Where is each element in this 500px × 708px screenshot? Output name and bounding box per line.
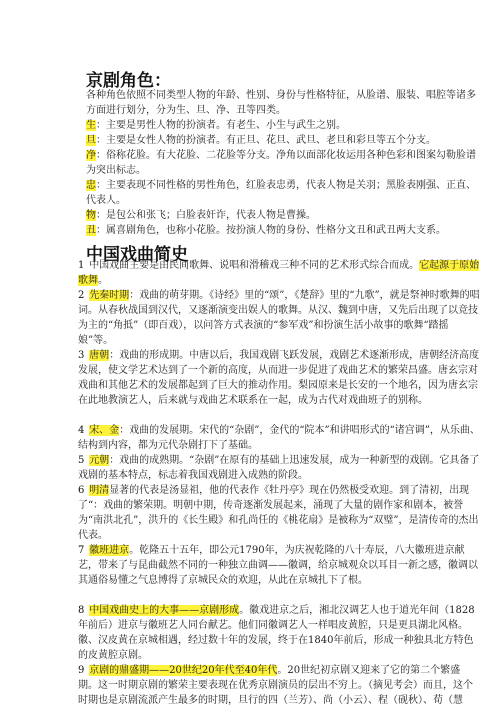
item-tail: 。 (98, 275, 108, 286)
role-sheng (86, 118, 478, 133)
item-number: 1 (78, 260, 85, 271)
section-title-history: 中国戏曲简史 (86, 245, 188, 265)
item-number: 6 (78, 485, 85, 496)
item-text: ：戏曲的发展期。宋代的“杂剧”，金代的“院本”和讲唱形式的“诸宫调”，从乐曲、结构到内容，都为元代杂剧打下了基础。 (78, 425, 480, 451)
history-item-9 (78, 663, 480, 708)
item-highlight: 中国戏曲史上的大事——京剧形成 (89, 605, 240, 616)
role-key: 生 (86, 120, 96, 131)
item-number: 4 (78, 425, 85, 436)
item-highlight: 宋、金 (89, 425, 120, 436)
role-chou (86, 223, 478, 238)
item-highlight: 先秦时期 (89, 290, 130, 301)
role-text: ：主要是男性人物的扮演者。有老生、小生与武生之别。 (96, 120, 346, 131)
item-highlight: 徽班进京 (89, 545, 130, 556)
item-number: 5 (78, 455, 85, 466)
item-highlight: 它起源于原始歌舞 (78, 260, 480, 286)
history-item-8 (78, 603, 480, 663)
role-zhong (86, 178, 478, 208)
item-text: 。20世纪初京剧又迎来了它的第二个繁盛期。这一时期京剧的繁荣主要表现在优秀京剧演员的层出不穷上。（摘见考会）而且，这个时期也是京剧流派产生最多的时期，旦行的四（兰芳）、尚（小云）、程（砚秋）、荀（慧 (78, 665, 473, 706)
item-highlight: 元朝 (89, 455, 110, 466)
history-item-5 (78, 453, 480, 483)
item-number: 7 (78, 545, 85, 556)
history-item-7 (78, 543, 480, 588)
item-highlight: 唐朝 (89, 350, 110, 361)
role-key: 旦 (86, 135, 96, 146)
role-key: 忠 (86, 180, 96, 191)
role-key: 丑 (86, 225, 96, 236)
history-item-1 (78, 258, 480, 288)
role-wu (86, 208, 478, 223)
history-item-2 (78, 288, 480, 348)
item-number: 2 (78, 290, 85, 301)
item-text: 。徽戏进京之后，湘北汉调艺人也于道光年间（1828年前后）进京与徽班艺人同台献艺。他们同徽调艺人一样唱皮黄腔，只是更具湖北风格。徽、汉皮黄在京城相遇，经过数十年的发展，终于在1840年前后，形成一种独具北方特色的皮黄腔京剧。 (78, 605, 475, 661)
item-text: ：戏曲的繁荣期。明朝中期，传奇逐渐发展起来，涌现了大量的剧作家和剧本，被誉为“南洪北孔”，洪升的《长生殿》和孔尚任的《桃花扇》是被称为“双璧”，是清传奇的杰出代表。 (78, 500, 479, 541)
item-text: ：戏曲的萌芽期。《诗经》里的“颂”，《楚辞》里的“九歌”，就是祭神时歌舞的唱词。从春秋战国到汉代，又逐渐演变出娱人的歌舞。从汉、魏到中唐，又先后出现了以竞技为主的“角抵”（即百戏），以问答方式表演的“参军戏”和扮演生活小故事的歌舞“踏摇娘”等。 (78, 290, 480, 346)
item-text-pre: 显著的代表是汤显祖，他的代表作《牡丹亭》现在仍然极受欢迎。到了清初，出现了“ (78, 485, 470, 511)
role-text: ：俗称花脸。有大花脸、二花脸等分支。净角以面部化妆运用各种色彩和图案勾勒脸谱为突出标志。 (86, 150, 476, 176)
role-text: ：主要是女性人物的扮演者。有正旦、花旦、武旦、老旦和彩旦等五个分支。 (96, 135, 436, 146)
role-text: ：主要表现不同性格的男性角色，红脸表忠勇，代表人物是关羽；黑脸表刚强、正直、代表人。 (86, 180, 476, 206)
role-text: ：是包公和张飞；白脸表奸诈，代表人物是曹操。 (96, 210, 316, 221)
history-item-6 (78, 483, 480, 543)
role-key: 净 (86, 150, 96, 161)
item-number: 9 (78, 665, 85, 676)
item-text: ：戏曲的形成期。中唐以后，我国戏剧飞跃发展，戏剧艺术逐渐形成，唐朝经济高度发展，使文学艺术达到了一个新的高度，从而进一步促进了戏曲艺术的繁荣昌盛。唐玄宗对戏曲和其他艺术的发展都起到了巨大的推动作用。梨园原来是长安的一个地名，因为唐玄宗在此地教演艺人，后来就与戏曲艺术联系在一起，成为古代对戏曲班子的别称。 (78, 350, 480, 406)
item-number: 8 (78, 605, 85, 616)
role-text: ：属喜剧角色，也称小花脸。按扮演人物的身份、性格分文丑和武丑两大支系。 (96, 225, 446, 236)
item-highlight: 明清 (89, 485, 110, 496)
history-item-4 (78, 423, 480, 453)
section-title-roles: 京剧角色： (86, 71, 171, 91)
role-dan (86, 133, 478, 148)
roles-intro: 各种角色依照不同类型人物的年龄、性别、身份与性格特征，从脸谱、服装、唱腔等诸多方面进行划分，分为生、旦、净、丑等四类。 (86, 90, 476, 116)
item-text: 。乾隆五十五年，即公元1790年，为庆祝乾隆的八十寿辰，八大徽班进京献艺，带来了与昆曲截然不同的一种独立曲调——徽调，给京城观众以耳目一新之感，徽调以其通俗易懂之气息博得了京城民众的欢迎，从此在京城扎下了根。 (78, 545, 478, 586)
role-jing (86, 148, 478, 178)
item-text: 中国戏曲主要是由民间歌舞、说唱和滑稽戏三种不同的艺术形式综合而成。 (89, 260, 420, 271)
item-highlight: 京剧的鼎盛期——20世纪20年代至40年代 (89, 665, 278, 676)
item-number: 3 (78, 350, 85, 361)
role-key: 物 (86, 210, 96, 221)
history-item-3 (78, 348, 480, 408)
item-text: ：戏曲的成熟期。“杂剧”在原有的基础上迅速发展，成为一种新型的戏剧。它具备了戏剧的基本特点，标志着我国戏剧进入成熟的阶段。 (78, 455, 480, 481)
